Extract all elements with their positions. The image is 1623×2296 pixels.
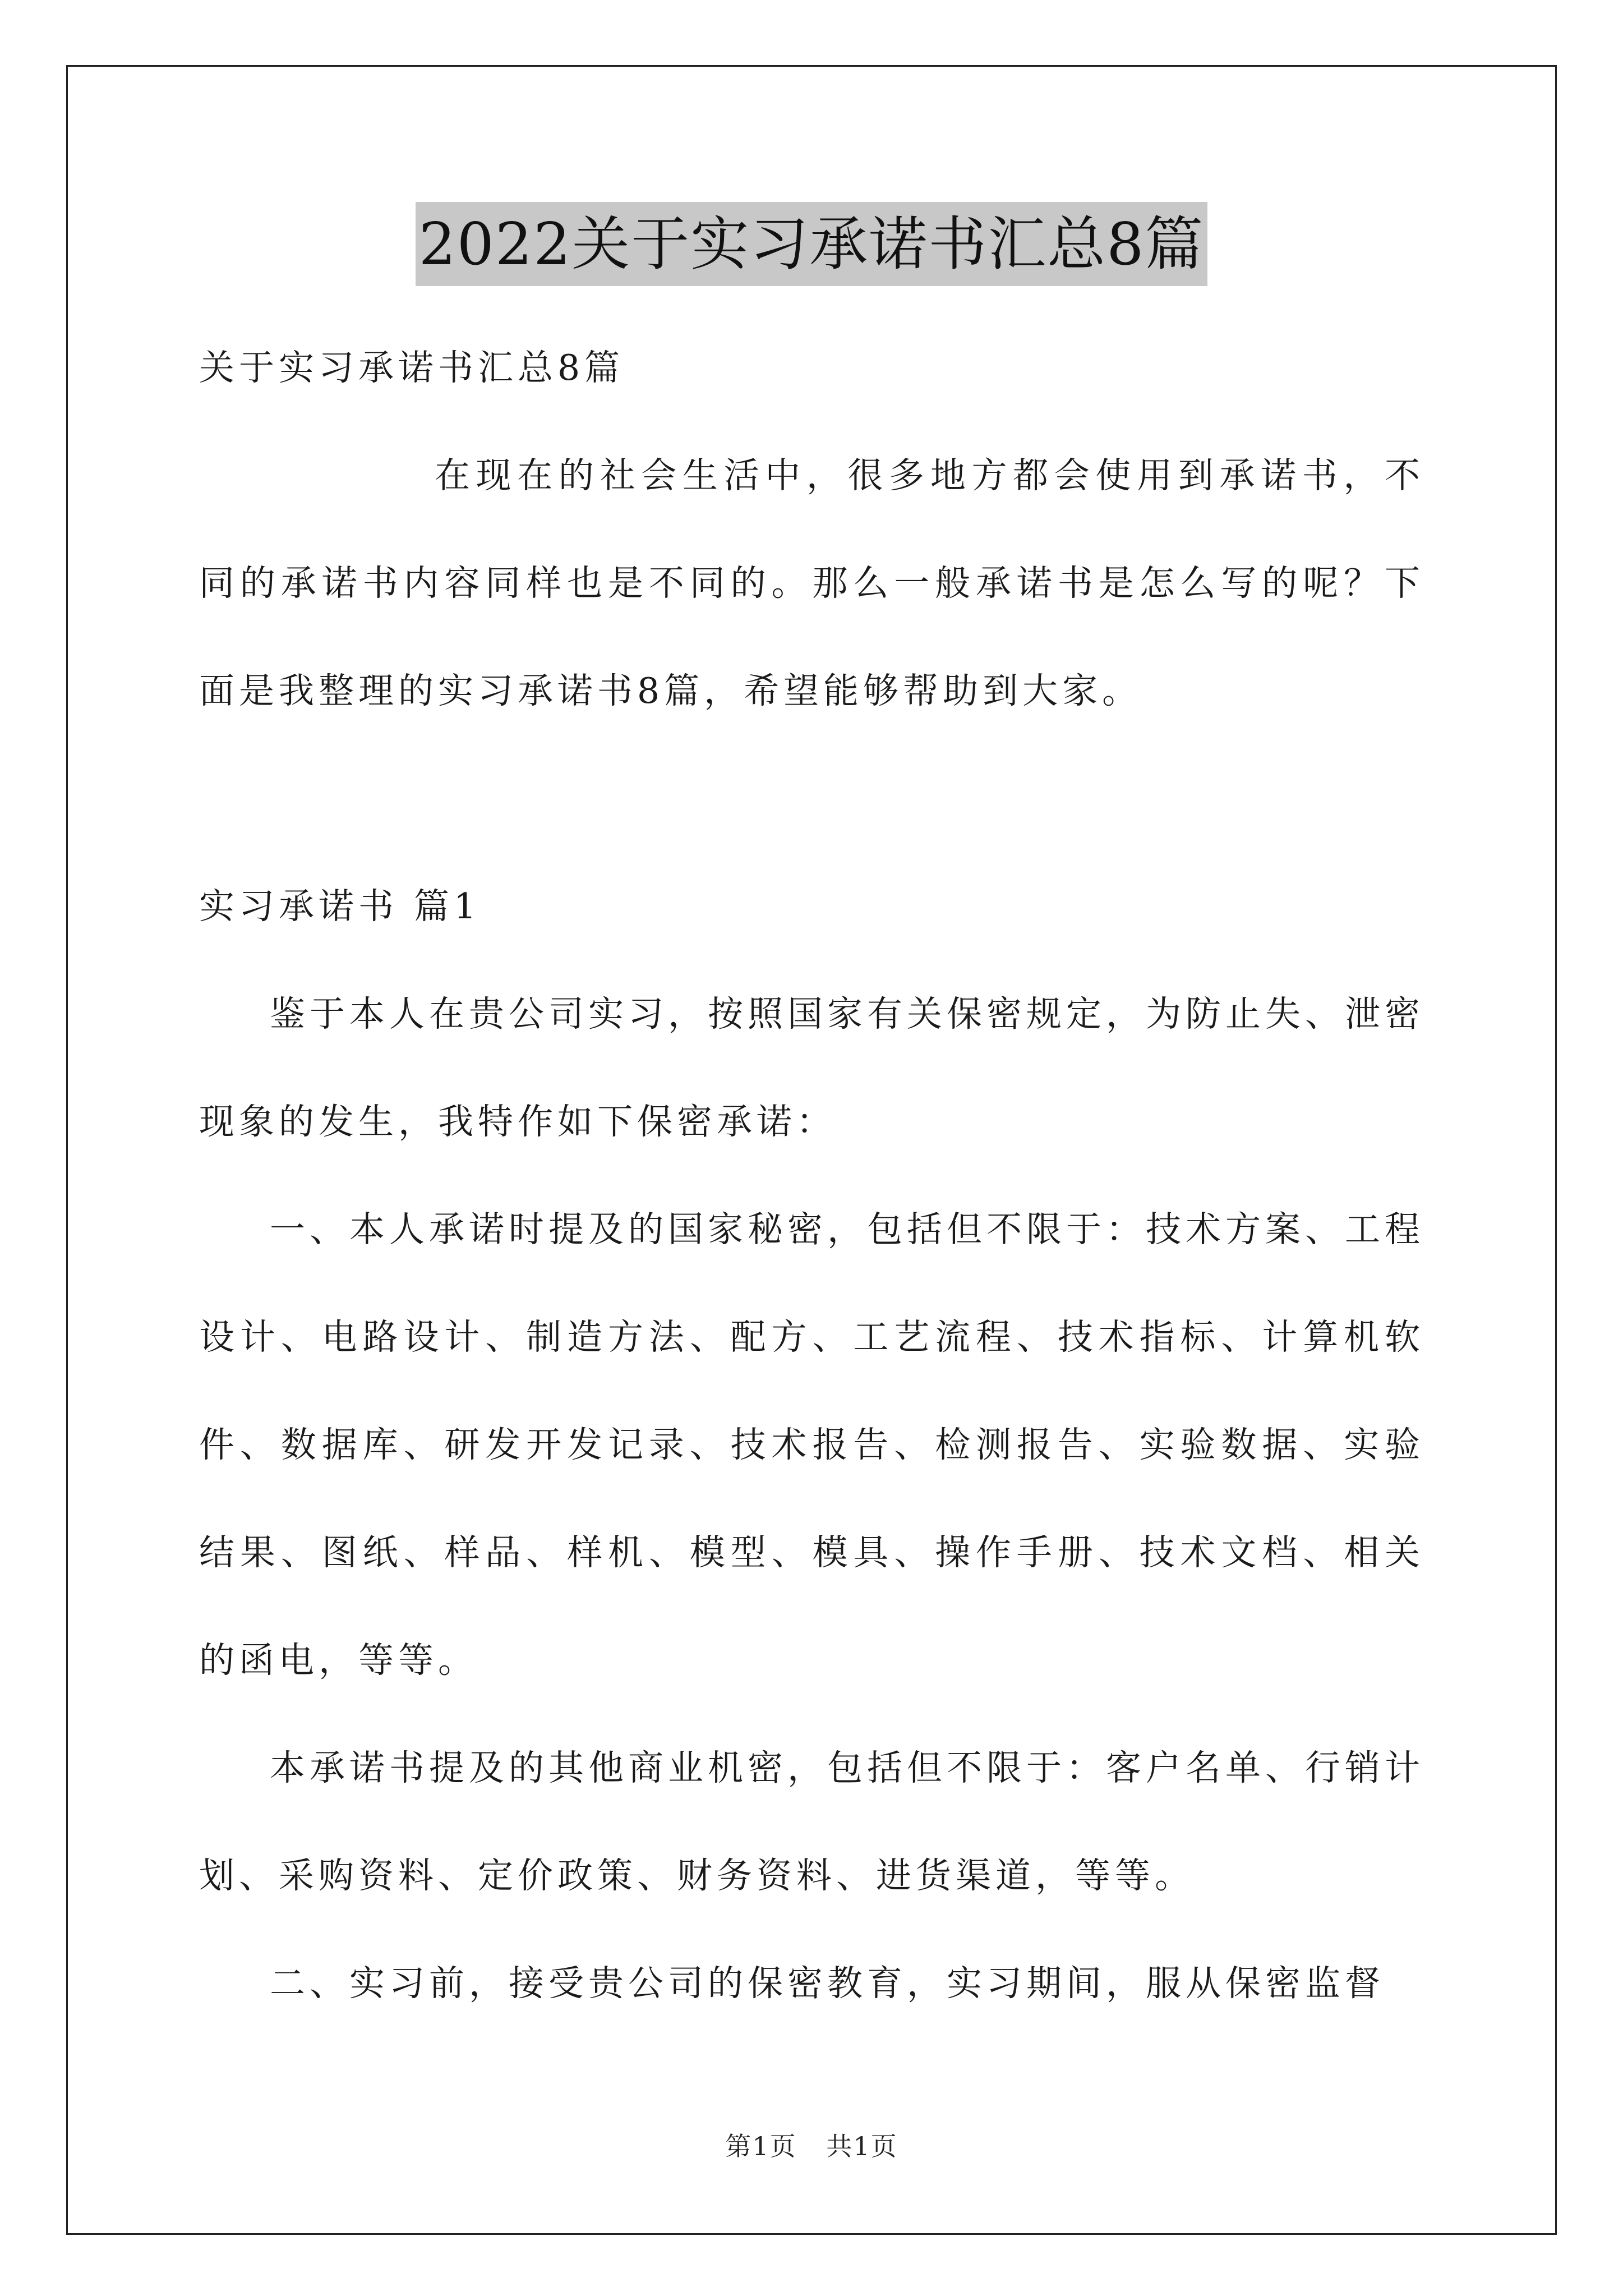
page-footer bbox=[0, 2126, 1623, 2163]
section-heading: 实习承诺书 篇1 bbox=[199, 886, 481, 927]
section-gap bbox=[199, 745, 1424, 853]
body-paragraph: 本承诺书提及的其他商业机密，包括但不限于：客户名单、行销计划、采购资料、定价政策、财务资料、进货渠道，等等。 bbox=[199, 1747, 1424, 1896]
intro-paragraph: 在现在的社会生活中，很多地方都会使用到承诺书，不同的承诺书内容同样也是不同的。那么一般承诺书是怎么写的呢？下面是我整理的实习承诺书8篇，希望能够帮助到大家。 bbox=[199, 455, 1424, 711]
document-subtitle: 关于实习承诺书汇总8篇 bbox=[199, 347, 625, 388]
body-paragraph: 二、实习前，接受贵公司的保密教育，实习期间，服从保密监督 bbox=[270, 1963, 1385, 2004]
document-title: 2022关于实习承诺书汇总8篇 bbox=[416, 202, 1208, 286]
body-paragraph: 一、本人承诺时提及的国家秘密，包括但不限于：技术方案、工程设计、电路设计、制造方法、配方、工艺流程、技术指标、计算机软件、数据库、研发开发记录、技术报告、检测报告、实验数据、实验结果、图纸、样品、样机、模型、模具、操作手册、技术文档、相关的函电，等等。 bbox=[199, 1209, 1424, 1681]
title-container bbox=[0, 202, 1623, 286]
document-body bbox=[199, 314, 1424, 2037]
page-number-current: 第1页 bbox=[725, 2131, 797, 2161]
page-number-total: 共1页 bbox=[826, 2131, 898, 2161]
body-paragraph: 鉴于本人在贵公司实习，按照国家有关保密规定，为防止失、泄密现象的发生，我特作如下保密承诺： bbox=[199, 993, 1424, 1142]
